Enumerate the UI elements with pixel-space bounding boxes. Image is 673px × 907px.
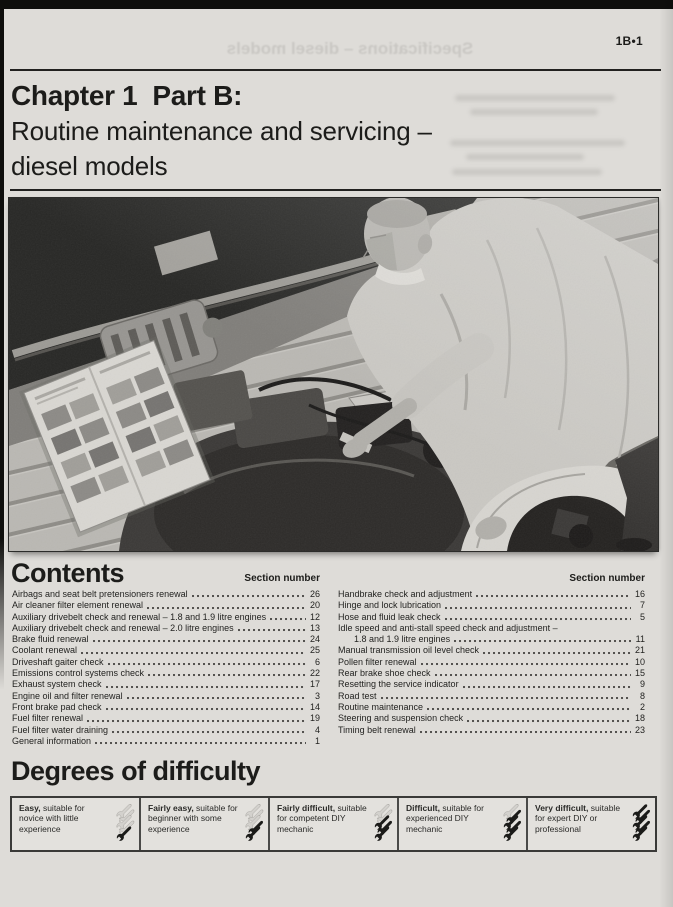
contents-entry-number: 23: [634, 724, 645, 735]
contents-column-left: [12, 589, 320, 747]
page-number: 1B•1: [615, 34, 643, 48]
contents-entry-title: Front brake pad check: [12, 701, 102, 712]
chapter-subtitle-line2: diesel models: [11, 151, 168, 181]
contents-entry-number: 11: [635, 634, 645, 645]
contents-entry: [12, 691, 320, 702]
contents-entry: [338, 634, 645, 645]
dotted-leader: [95, 736, 306, 747]
dotted-leader: [476, 589, 631, 600]
contents-entry-title: Airbags and seat belt pretensioners renewal: [12, 589, 188, 599]
contents-entry-number: 9: [639, 679, 645, 690]
contents-entry-number: 8: [639, 690, 645, 701]
dotted-leader: [483, 646, 631, 657]
difficulty-level-3: [270, 798, 399, 850]
contents-entry: [338, 702, 645, 713]
showthrough-blob: [450, 140, 625, 146]
dotted-leader: [147, 601, 306, 612]
dotted-leader: [112, 725, 306, 736]
dotted-leader: [106, 680, 306, 691]
header-rule: [10, 69, 661, 71]
dotted-leader: [81, 646, 306, 657]
title-rule: [10, 189, 661, 191]
contents-entry: [338, 713, 645, 724]
contents-entry-title: 1.8 and 1.9 litre engines: [354, 634, 451, 645]
contents-entry-title: Pollen filter renewal: [338, 656, 417, 667]
contents-entry-title: Emissions control systems check: [12, 668, 145, 679]
contents-entry-number: 6: [314, 656, 320, 667]
degrees-of-difficulty-heading: Degrees of difficulty: [11, 756, 261, 786]
contents-entry-title: Exhaust system check: [12, 679, 102, 690]
contents-entry-number: 7: [639, 600, 645, 611]
spanner-rating-icon: [242, 802, 266, 848]
scan-edge-top: [0, 0, 673, 9]
contents-entry: [12, 600, 320, 611]
contents-entry-title: Driveshaft gaiter check: [12, 656, 104, 667]
scan-edge-left: [0, 0, 4, 690]
contents-entry-title: Resetting the service indicator: [338, 679, 459, 690]
contents-entry: [338, 679, 645, 690]
contents-entry: [338, 725, 645, 736]
contents-entry: [12, 623, 320, 634]
dotted-leader: [238, 623, 306, 634]
showthrough-blob: [470, 109, 598, 115]
dotted-leader: [454, 634, 631, 645]
contents-entry-title: Rear brake shoe check: [338, 668, 431, 679]
dotted-leader: [445, 601, 631, 612]
contents-entry: [12, 679, 320, 690]
contents-entry-number: 10: [634, 656, 645, 667]
contents-entry: [12, 657, 320, 668]
showthrough-blob: [455, 95, 615, 101]
contents-entry-title: Hose and fluid leak check: [338, 611, 441, 622]
difficulty-level-5: [528, 798, 655, 850]
contents-entry: [12, 634, 320, 645]
difficulty-level-text: Difficult, suitable for experienced DIY mechanic: [406, 803, 484, 834]
contents-entry-title: Auxiliary drivebelt check and renewal – 1.8 and 1.9 litre engines: [12, 611, 267, 622]
contents-entry-title: Coolant renewal: [12, 645, 78, 656]
contents-entry-number: 19: [309, 713, 320, 724]
contents-entry-title: Fuel filter water draining: [12, 724, 109, 735]
contents-entry: [12, 702, 320, 713]
contents-entry-number: 16: [634, 589, 645, 599]
contents-heading: Contents: [11, 558, 124, 588]
difficulty-level-text: Easy, suitable for novice with little experience: [19, 803, 85, 834]
contents-entry-title: Hinge and lock lubrication: [338, 600, 442, 611]
dotted-leader: [87, 714, 306, 725]
contents-entry-title: Engine oil and filter renewal: [12, 690, 123, 701]
section-number-label-right: Section number: [569, 573, 645, 584]
dotted-leader: [192, 589, 306, 600]
dotted-leader: [445, 612, 631, 623]
contents-entry-number: 1: [314, 735, 320, 746]
spanner-rating-icon: [629, 802, 653, 848]
contents-entry-number: 12: [309, 611, 320, 622]
contents-entry-number: 18: [634, 713, 645, 724]
contents-entry: [338, 668, 645, 679]
dotted-leader: [435, 668, 631, 679]
chapter-title: Chapter 1 Part B:: [11, 80, 243, 111]
contents-entry-title: General information: [12, 735, 92, 746]
difficulty-level-1: [12, 798, 141, 850]
section-number-label-left: Section number: [244, 573, 320, 584]
dotted-leader: [420, 725, 631, 736]
difficulty-level-text: Very difficult, suitable for expert DIY or professional: [535, 803, 621, 834]
contents-entry: [12, 612, 320, 623]
dotted-leader: [93, 634, 306, 645]
contents-entry: [12, 645, 320, 656]
contents-entry-title: Idle speed and anti-stall speed check and adjustment –: [338, 622, 558, 633]
contents-entry-title: Timing belt renewal: [338, 724, 416, 735]
contents-entry-number: 5: [639, 611, 645, 622]
showthrough-blob: [452, 169, 602, 175]
contents-entry-number: 17: [309, 679, 320, 690]
photo-mechanic-engine-bay: [8, 197, 659, 552]
dotted-leader: [463, 680, 631, 691]
contents-entry-number: 22: [309, 668, 320, 679]
contents-entry-number: 15: [634, 668, 645, 679]
contents-entry-number: 14: [309, 701, 320, 712]
dotted-leader: [106, 702, 306, 713]
showthrough-ghost-text: Specifications – diesel models: [226, 39, 474, 58]
contents-entry: [12, 589, 320, 600]
difficulty-level-2: [141, 798, 270, 850]
contents-column-right: [338, 589, 645, 736]
dotted-leader: [108, 657, 306, 668]
contents-entry-title: Air cleaner filter element renewal: [12, 600, 144, 611]
dotted-leader: [421, 657, 631, 668]
contents-entry: [338, 691, 645, 702]
contents-entry-title: Brake fluid renewal: [12, 634, 89, 645]
spanner-rating-icon: [113, 802, 137, 848]
spanner-rating-icon: [500, 802, 524, 848]
contents-entry-number: 24: [309, 634, 320, 645]
contents-entry-title: Auxiliary drivebelt check and renewal – 2.0 litre engines: [12, 622, 234, 633]
contents-entry-number: 13: [309, 622, 320, 633]
contents-entry-number: 3: [314, 690, 320, 701]
difficulty-level-text: Fairly difficult, suitable for competent DIY mechanic: [277, 803, 367, 834]
contents-entry: [338, 657, 645, 668]
contents-entry: [338, 612, 645, 623]
dotted-leader: [148, 668, 306, 679]
contents-entry-title: Manual transmission oil level check: [338, 645, 480, 656]
contents-entry: [12, 736, 320, 747]
contents-entry-number: 21: [634, 645, 645, 656]
contents-entry: [338, 589, 645, 600]
contents-entry-number: 4: [314, 724, 320, 735]
contents-entry: [12, 668, 320, 679]
contents-entry: [338, 623, 645, 634]
spanner-rating-icon: [371, 802, 395, 848]
contents-entry: [338, 600, 645, 611]
contents-entry-title: Handbrake check and adjustment: [338, 589, 473, 599]
dotted-leader: [270, 612, 306, 623]
contents-entry-title: Road test: [338, 690, 377, 701]
showthrough-blob: [466, 154, 584, 160]
film-grain: [9, 198, 658, 551]
dotted-leader: [127, 691, 306, 702]
contents-entry-title: Fuel filter renewal: [12, 713, 84, 724]
degrees-of-difficulty-box: [10, 796, 657, 852]
dotted-leader: [381, 691, 631, 702]
contents-entry-number: 2: [639, 701, 645, 712]
chapter-subtitle-line1: Routine maintenance and servicing –: [11, 116, 432, 146]
contents-entry-number: 26: [309, 589, 320, 599]
contents-entry-title: Routine maintenance: [338, 701, 424, 712]
difficulty-level-text: Fairly easy, suitable for beginner with some experience: [148, 803, 238, 834]
contents-entry: [338, 645, 645, 656]
dotted-leader: [467, 714, 631, 725]
contents-entry-number: 20: [309, 600, 320, 611]
contents-entry: [12, 713, 320, 724]
contents-entry: [12, 725, 320, 736]
difficulty-level-4: [399, 798, 528, 850]
contents-entry-number: 25: [309, 645, 320, 656]
dotted-leader: [427, 702, 631, 713]
contents-entry-title: Steering and suspension check: [338, 713, 464, 724]
